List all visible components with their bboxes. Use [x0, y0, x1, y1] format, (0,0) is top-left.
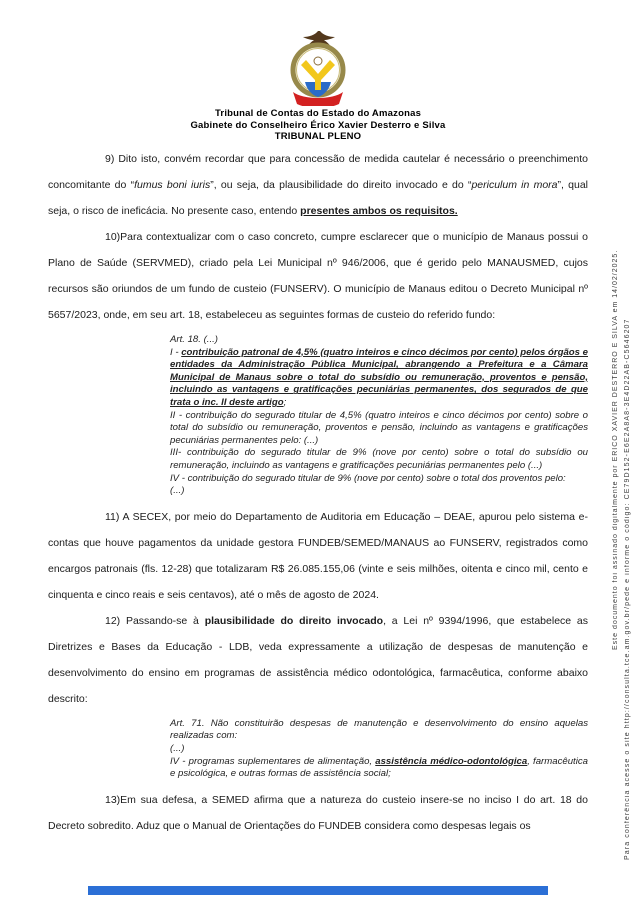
quote-line: Art. 71. Não constituirão despesas de manutenção e desenvolvimento do ensino aquelas realizadas com:	[170, 717, 588, 742]
paragraph-9: 9) Dito isto, convém recordar que para concessão de medida cautelar é necessário o preenchimento concomitante do “fumus boni iuris”, ou seja, da plausibilidade do direito invocado e do “periculum in mora”, qual seja, o risco de ineficácia. No presente caso, entendo presentes ambos os requisitos.	[48, 153, 589, 217]
quote-line: Art. 18. (...)	[170, 334, 218, 345]
verification-code-note: Para conferência acesse o site http://consulta.tce.am.gov.br/pede e informe o código: CE79D152-E6E2A8A8-3E4D22AB-C5646207	[624, 318, 631, 860]
document-header	[0, 30, 636, 143]
paragraph-11: 11) A SECEX, por meio do Departamento de Auditoria em Educação – DEAE, apurou pelo sistema e-contas que houve pagamentos da unidade gestora FUNDEB/SEMED/MANAUS ao FUNSERV, registrados como encargos patronais (fls. 12-28) que totalizaram R$ 26.085.155,06 (vinte e seis milhões, oitenta e cinco mil, cento e cinquenta e cinco reais e seis centavos), até o mês de agosto de 2024.	[48, 510, 588, 601]
coat-of-arms-icon	[283, 30, 353, 106]
paragraph-12: 12) Passando-se à plausibilidade do direito invocado, a Lei nº 9394/1996, que estabelece as Diretrizes e Bases da Educação - LDB, veda expressamente a utilização de despesas de manutenção e desenvolvimento do ensino em programas de assistência médico odontológica, farmacêutica, conforme abaixo descrito:	[48, 614, 588, 705]
paragraph-13: 13)Em sua defesa, a SEMED afirma que a natureza do custeio insere-se no inciso I do art. 18 do Decreto sobredito. Aduz que o Manual de Orientações do FUNDEB considera como despesas legais os	[48, 793, 588, 832]
org-chamber: TRIBUNAL PLENO	[274, 131, 362, 142]
quote-line: II - contribuição do segurado titular de 4,5% (quatro inteiros e cinco décimos por cento) sobre o total do subsídio ou remuneração, proventos e pensão, incluindo as vantagens e gratificações pecuniárias permanentes pelo: (...)	[170, 409, 588, 446]
quote-line: I - contribuição patronal de 4,5% (quatro inteiros e cinco décimos por cento) pelos órgãos e entidades da Administração Pública Municipal, abrangendo a Prefeitura e a Câmara Municipal de Manaus sobre o total do subsídio ou remuneração, proventos e pensão, incluindo as vantagens e gratificações pecuniárias permanentes, dos segurados de que trata o inc. II deste artigo;	[170, 346, 588, 408]
quote-line: IV - contribuição do segurado titular de 9% (nove por cento) sobre o total dos proventos pelo:	[170, 472, 566, 484]
footer-highlight-bar	[88, 886, 548, 895]
quote-line: IV - programas suplementares de alimentação, assistência médico-odontológica, farmacêutica e psicológica, e outras formas de assistência social;	[170, 755, 588, 780]
digital-signature-note: Este documento foi assinado digitalmente por ERICO XAVIER DESTERRO E SILVA em 14/02/2025.	[612, 249, 619, 650]
paragraph-10: 10)Para contextualizar com o caso concreto, cumpre esclarecer que o município de Manaus possui o Plano de Saúde (SERVMED), criado pela Lei Municipal nº 946/2006, que é gerido pelo MANAUSMED, cujos recursos são oriundos de um fundo de custeio (FUNSERV). O município de Manaus editou o Decreto Municipal nº 5657/2023, onde, em seu art. 18, estabeleceu as seguintes formas de custeio do referido fundo:	[48, 231, 588, 321]
blockquote-art-18	[170, 334, 588, 498]
quote-line: (...)	[170, 742, 185, 754]
quote-line: (...)	[170, 485, 185, 497]
blockquote-art-71	[170, 718, 588, 781]
org-name: Tribunal de Contas do Estado do Amazonas	[214, 108, 422, 119]
org-office: Gabinete do Conselheiro Érico Xavier Desterro e Silva	[190, 119, 446, 131]
document-body	[48, 146, 588, 839]
quote-line: III- contribuição do segurado titular de 9% (nove por cento) sobre o total do subsídio ou remuneração, incluindo as vantagens e gratificações pecuniárias permanentes pelo (...)	[170, 447, 588, 471]
